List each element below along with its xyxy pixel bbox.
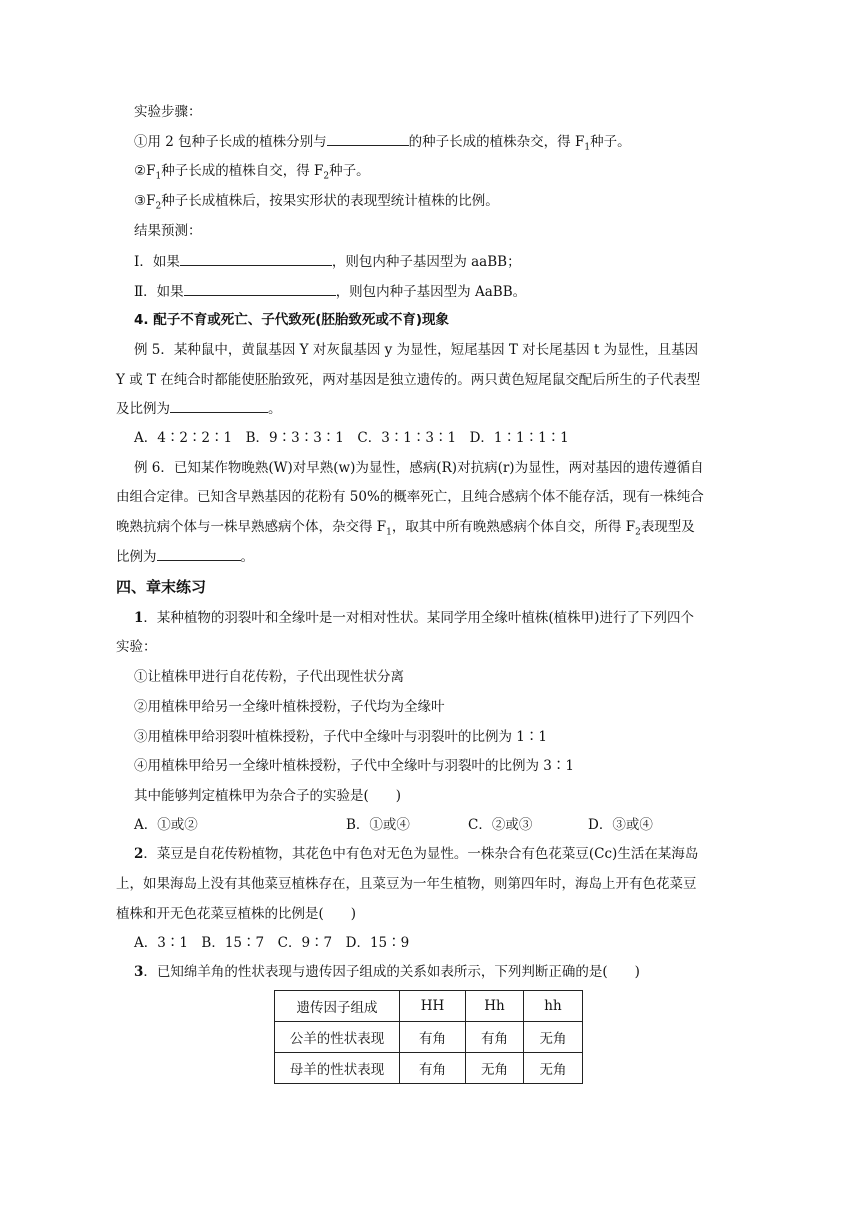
experiment-step-2: $②F_1$种子长成的植株自交，得 $F_2$种子。 [134, 163, 370, 182]
question-1-option-b: B．①或④ [346, 817, 410, 833]
answer-blank [327, 131, 409, 146]
example-6-line-4: 比例为 。 [116, 546, 254, 567]
table-cell: 无角 [466, 1053, 524, 1084]
answer-blank [180, 251, 332, 266]
example-6-line-2: 由组合定律。已知含早熟基因的花粉有 50%的概率死亡，且纯合感病个体不能存活，现有一株纯合 [116, 489, 704, 505]
question-1-experiment-1: ①让植株甲进行自花传粉，子代出现性状分离 [134, 669, 404, 685]
prediction-heading: 结果预测： [134, 223, 202, 239]
question-2-line-1: 2．菜豆是自花传粉植物，其花色中有色对无色为显性。一株杂合有色花菜豆(Cc)生活在某海岛 [134, 846, 699, 862]
question-1-option-a: A．①或② [134, 817, 198, 833]
question-2-options: A．3∶1 B．15∶7 C．9∶7 D．15∶9 [134, 935, 410, 951]
question-1-experiment-3: ③用植株甲给羽裂叶植株授粉，子代中全缘叶与羽裂叶的比例为 1∶1 [134, 729, 547, 745]
table-cell: 有角 [466, 1022, 524, 1053]
table-row [275, 1022, 583, 1053]
table-cell: 无角 [524, 1053, 583, 1084]
question-1-option-d: D．③或④ [588, 817, 653, 833]
example-5-options: A．4∶2∶2∶1 B．9∶3∶3∶1 C．3∶1∶3∶1 D．1∶1∶1∶1 [134, 430, 569, 446]
prediction-item-2: Ⅱ．如果 ，则包内种子基因型为 AaBB。 [134, 281, 526, 302]
question-2-line-2: 上，如果海岛上没有其他菜豆植株存在，且菜豆为一年生植物，则第四年时，海岛上开有色花菜豆 [116, 876, 697, 892]
table-cell: 公羊的性状表现 [275, 1022, 400, 1053]
table-header-row [275, 991, 583, 1022]
prediction-item-1: Ⅰ．如果 ，则包内种子基因型为 aaBB； [134, 251, 521, 272]
table-header-cell: HH [400, 991, 466, 1022]
example-6-line-1: 例 6．已知某作物晚熟(W)对早熟(w)为显性，感病(R)对抗病(r)为显性，两对基因的遗传遵循自 [134, 460, 704, 476]
answer-blank [170, 398, 268, 413]
question-1-line-1: 1．某种植物的羽裂叶和全缘叶是一对相对性状。某同学用全缘叶植株(植株甲)进行了下列四个 [134, 610, 694, 626]
question-1-prompt: 其中能够判定植株甲为杂合子的实验是( ) [134, 788, 402, 804]
table-cell: 母羊的性状表现 [275, 1053, 400, 1084]
table-cell: 无角 [524, 1022, 583, 1053]
section-4-title: 4. 配子不育或死亡、子代致死(胚胎致死或不育)现象 [134, 312, 450, 328]
table-cell: 有角 [400, 1022, 466, 1053]
experiment-step-3: $③F_2$种子长成植株后，按果实形状的表现型统计植株的比例。 [134, 193, 499, 212]
chapter-exercise-title: 四、章末练习 [116, 578, 207, 596]
answer-blank [184, 281, 336, 296]
question-3-line-1: 3．已知绵羊角的性状表现与遗传因子组成的关系如表所示，下列判断正确的是( ) [134, 964, 640, 980]
question-2-line-3: 植株和开无色花菜豆植株的比例是( ) [116, 906, 357, 922]
example-5-line-1: 例 5．某种鼠中，黄鼠基因 Y 对灰鼠基因 y 为显性，短尾基因 T 对长尾基因 t 为显性，且基因 [134, 342, 699, 358]
question-1-option-c: C．②或③ [468, 817, 533, 833]
table-header-cell: 遗传因子组成 [275, 991, 400, 1022]
table-header-cell: hh [524, 991, 583, 1022]
genotype-phenotype-table [274, 990, 583, 1084]
experiment-step-1: ①用 2 包种子长成的植株分别与 的种子长成的植株杂交，得 $F_1$种子。 [134, 131, 631, 158]
example-5-line-3: 及比例为 。 [116, 398, 282, 419]
question-1-experiment-4: ④用植株甲给另一全缘叶植株授粉，子代中全缘叶与羽裂叶的比例为 3∶1 [134, 758, 574, 774]
question-1-experiment-2: ②用植株甲给另一全缘叶植株授粉，子代均为全缘叶 [134, 699, 445, 715]
question-1-line-2: 实验： [116, 639, 157, 655]
answer-blank [157, 546, 241, 561]
example-5-line-2: Y 或 T 在纯合时都能使胚胎致死，两对基因是独立遗传的。两只黄色短尾鼠交配后所生的子代表型 [116, 372, 701, 388]
table-header-cell: Hh [466, 991, 524, 1022]
experiment-heading: 实验步骤： [134, 104, 202, 120]
table-row [275, 1053, 583, 1084]
example-6-line-3: 晚熟抗病个体与一株早熟感病个体，杂交得 $F_1$，取其中所有晚熟感病个体自交，所得 $F_2$表现型及 [116, 519, 695, 538]
table-cell: 有角 [400, 1053, 466, 1084]
